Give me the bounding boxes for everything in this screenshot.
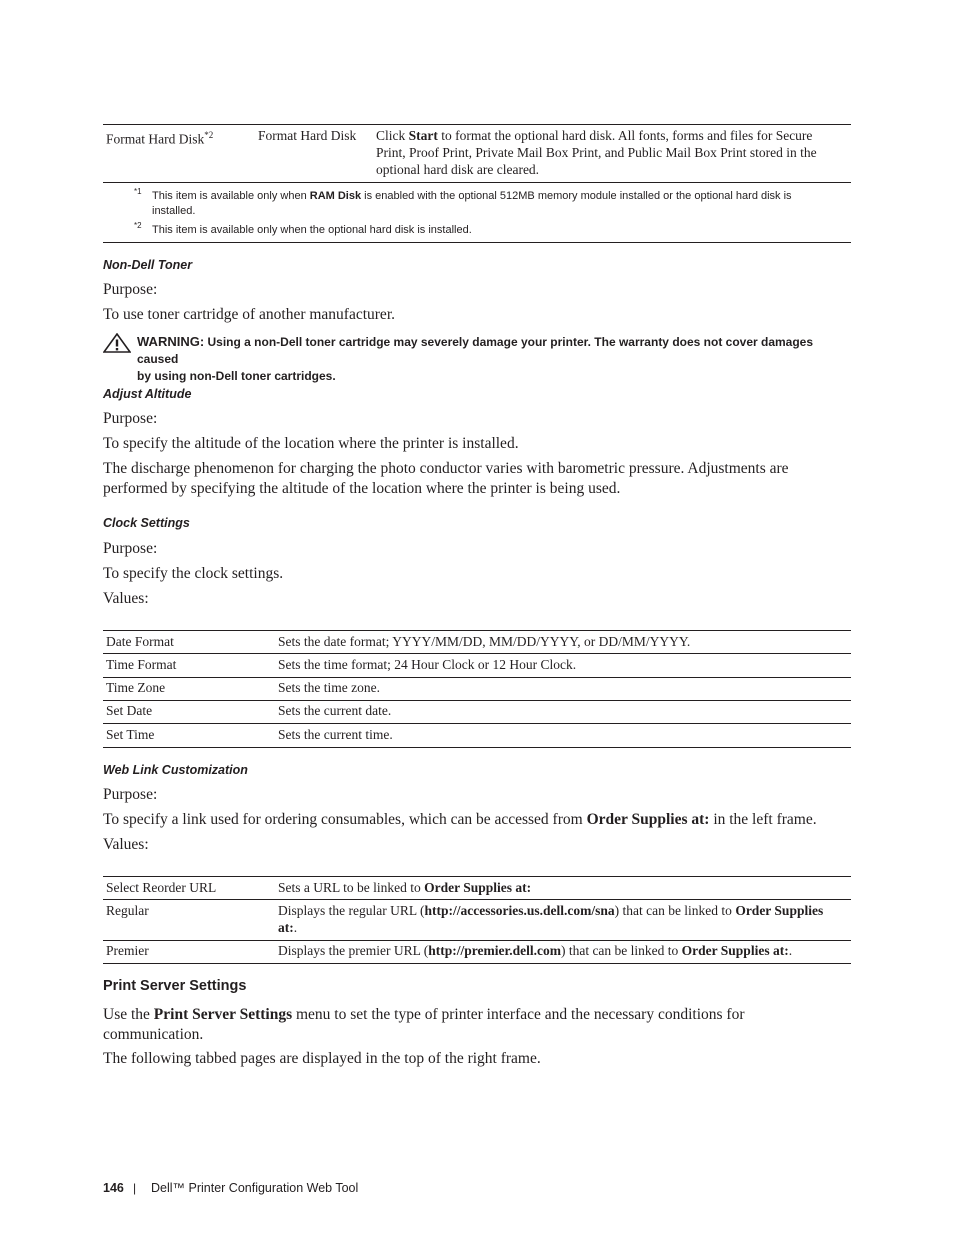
values-label: Values:: [103, 836, 149, 853]
table-row-desc: Displays the regular URL (http://accessories.us.dell.com/sna) that can be linked to Order Supplies at:.: [278, 903, 824, 935]
table-row-name: Regular: [106, 903, 149, 918]
table-row-name: Time Format: [106, 657, 177, 672]
table-row-desc: Sets the current time.: [278, 727, 393, 742]
table-row-name: Set Date: [106, 703, 153, 718]
format-hard-disk-description: Click Start to format the optional hard disk. All fonts, forms and files for Secure Print, Proof Print, Private Mail Box Print, and Public Mail Box Print stored in the optional hard disk are cleared.: [376, 128, 817, 177]
page-number: 146: [103, 1181, 124, 1195]
table-top-rule: [103, 124, 851, 125]
print-server-paragraph: Use the Print Server Settings menu to set the type of printer interface and the necessary conditions for communication.: [103, 1006, 745, 1043]
warning-icon: [103, 333, 131, 353]
row-divider: [103, 723, 851, 724]
footer-title: Dell™ Printer Configuration Web Tool: [151, 1181, 359, 1195]
footer-separator: |: [133, 1181, 137, 1195]
purpose-label: Purpose:: [103, 540, 158, 557]
purpose-text: To specify a link used for ordering consumables, which can be accessed from Order Supplies at: in the left frame.: [103, 811, 817, 828]
altitude-paragraph: The discharge phenomenon for charging the photo conductor varies with barometric pressure. Adjustments are performed by specifying the altitude of the location where the printer is being used.: [103, 460, 789, 497]
weblink-table-bottom-rule: [103, 963, 851, 964]
table-divider: [103, 182, 851, 183]
table-row-name: Select Reorder URL: [106, 880, 217, 895]
purpose-text: To specify the clock settings.: [103, 565, 284, 582]
table-bottom-rule: [103, 242, 851, 243]
section-heading-print-server: Print Server Settings: [103, 978, 247, 994]
table-row-name: Premier: [106, 943, 149, 958]
clock-table-top-rule: [103, 630, 851, 631]
footnote-1: This item is available only when RAM Disk is enabled with the optional 512MB memory module installed or the optional hard disk is installed.: [152, 190, 792, 217]
format-hard-disk-setting: Format Hard Disk: [258, 128, 357, 143]
purpose-label: Purpose:: [103, 786, 158, 803]
footnote-2-mark: *2: [134, 221, 142, 230]
table-row-desc: Sets a URL to be linked to Order Supplies at:: [278, 880, 532, 895]
section-heading-non-dell-toner: Non-Dell Toner: [103, 258, 193, 272]
row-divider: [103, 653, 851, 654]
footnote-2: This item is available only when the optional hard disk is installed.: [152, 224, 472, 236]
print-server-paragraph-2: The following tabbed pages are displayed in the top of the right frame.: [103, 1050, 541, 1067]
row-divider: [103, 677, 851, 678]
table-row-desc: Displays the premier URL (http://premier.dell.com) that can be linked to Order Supplies at:.: [278, 943, 793, 958]
format-hard-disk-item: Format Hard Disk$^{*2}$: [106, 130, 214, 147]
row-divider: [103, 700, 851, 701]
purpose-text: To specify the altitude of the location where the printer is installed.: [103, 435, 519, 452]
table-row-desc: Sets the date format; YYYY/MM/DD, MM/DD/YYYY, or DD/MM/YYYY.: [278, 634, 691, 649]
row-divider: [103, 899, 851, 900]
table-row-desc: Sets the time format; 24 Hour Clock or 12 Hour Clock.: [278, 657, 577, 672]
table-row-desc: Sets the current date.: [278, 703, 392, 718]
weblink-table-top-rule: [103, 876, 851, 877]
section-heading-web-link: Web Link Customization: [103, 763, 248, 777]
values-label: Values:: [103, 590, 149, 607]
purpose-label: Purpose:: [103, 281, 158, 298]
table-row-name: Date Format: [106, 634, 174, 649]
section-heading-adjust-altitude: Adjust Altitude: [103, 387, 192, 401]
table-row-desc: Sets the time zone.: [278, 680, 380, 695]
clock-table-bottom-rule: [103, 747, 851, 748]
table-row-name: Set Time: [106, 727, 155, 742]
purpose-label: Purpose:: [103, 410, 158, 427]
warning-note: WARNING: Using a non-Dell toner cartridge may severely damage your printer. The warranty does not cover damages caused by using non-Dell toner cartridges.: [137, 334, 814, 383]
table-row-name: Time Zone: [106, 680, 166, 695]
section-heading-clock-settings: Clock Settings: [103, 516, 190, 530]
row-divider: [103, 940, 851, 941]
footnote-1-mark: *1: [134, 187, 142, 196]
purpose-text: To use toner cartridge of another manufacturer.: [103, 306, 395, 323]
